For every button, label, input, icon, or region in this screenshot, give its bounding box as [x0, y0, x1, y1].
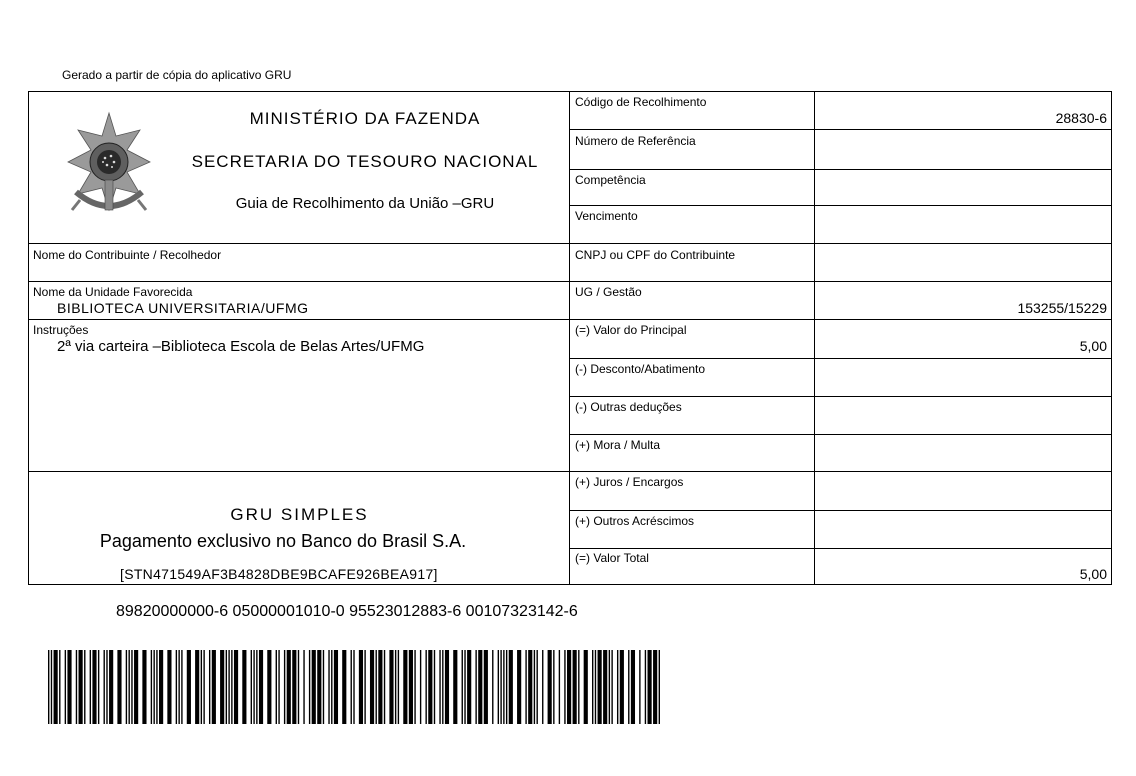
- barcode-bar: [484, 650, 488, 724]
- barcode-bar: [467, 650, 471, 724]
- barcode-bar: [525, 650, 526, 724]
- ug-gestao-value: 153255/15229: [1017, 300, 1107, 316]
- barcode-bar: [517, 650, 521, 724]
- barcode-bar: [631, 650, 635, 724]
- barcode-bar: [67, 650, 71, 724]
- linha-digitavel: 89820000000-6 05000001010-0 95523012883-6 00107323142-6: [116, 603, 578, 620]
- barcode-bar: [109, 650, 113, 724]
- cnpj-cpf-label: CNPJ ou CPF do Contribuinte: [575, 248, 736, 262]
- numero-referencia-label: Número de Referência: [575, 134, 696, 148]
- barcode-bar: [328, 650, 329, 724]
- barcode-bar: [506, 650, 507, 724]
- barcode-bar: [620, 650, 624, 724]
- barcode-bar: [564, 650, 565, 724]
- barcode-bar: [84, 650, 85, 724]
- barcode-bar: [500, 650, 501, 724]
- barcode-bar: [209, 650, 210, 724]
- barcode-bar: [128, 650, 129, 724]
- barcode-bar: [503, 650, 504, 724]
- barcode-bar: [126, 650, 127, 724]
- valor-principal-label: (=) Valor do Principal: [575, 323, 687, 337]
- barcode-bar: [595, 650, 596, 724]
- barcode-bar: [234, 650, 238, 724]
- header-guia: Guia de Recolhimento da União –GRU: [235, 195, 495, 212]
- barcode-bar: [331, 650, 332, 724]
- outros-acrescimos-label: (+) Outros Acréscimos: [575, 514, 695, 528]
- barcode-bar: [76, 650, 77, 724]
- header-ministerio: MINISTÉRIO DA FAZENDA: [249, 109, 481, 128]
- barcode-bar: [231, 650, 232, 724]
- barcode-bar: [334, 650, 338, 724]
- barcode-bar: [403, 650, 407, 724]
- mora-multa-label: (+) Mora / Multa: [575, 438, 661, 452]
- barcode-bar: [92, 650, 96, 724]
- barcode-bar: [242, 650, 246, 724]
- barcode-bar: [259, 650, 263, 724]
- barcode-bar: [284, 650, 285, 724]
- barcode-bar: [464, 650, 465, 724]
- barcode-bar: [287, 650, 291, 724]
- barcode-bar: [178, 650, 179, 724]
- barcode-bar: [370, 650, 374, 724]
- barcode-bar: [342, 650, 346, 724]
- barcode-bar: [389, 650, 393, 724]
- barcode-bar: [573, 650, 577, 724]
- barcode-bar: [212, 650, 216, 724]
- barcode-bar: [176, 650, 177, 724]
- barcode-bar: [442, 650, 443, 724]
- barcode-bar: [453, 650, 457, 724]
- barcode-bar: [378, 650, 382, 724]
- nome-contribuinte-label: Nome do Contribuinte / Recolhedor: [33, 248, 222, 262]
- gru-simples-title: GRU SIMPLES: [230, 505, 369, 524]
- barcode-bar: [312, 650, 316, 724]
- barcode-bar: [98, 650, 99, 724]
- barcode-bar: [195, 650, 199, 724]
- barcode-bar: [201, 650, 202, 724]
- barcode-bar: [659, 650, 660, 724]
- barcode-bar: [142, 650, 146, 724]
- barcode-bar: [364, 650, 365, 724]
- barcode-bar: [553, 650, 554, 724]
- unidade-favorecida-value: BIBLIOTECA UNIVERSITARIA/UFMG: [57, 300, 309, 316]
- barcode-bar: [395, 650, 396, 724]
- barcode-bar: [156, 650, 157, 724]
- barcode-bar: [251, 650, 252, 724]
- brazil-coat-of-arms-icon: [58, 110, 160, 220]
- barcode-bar: [409, 650, 413, 724]
- barcode-bar: [559, 650, 560, 724]
- barcode-bar: [309, 650, 310, 724]
- barcode-bar: [603, 650, 607, 724]
- barcode-bar: [54, 650, 58, 724]
- ug-gestao-label: UG / Gestão: [575, 285, 642, 299]
- barcode-bar: [256, 650, 257, 724]
- valor-total-label: (=) Valor Total: [575, 551, 649, 565]
- barcode-bar: [376, 650, 377, 724]
- barcode-bar: [153, 650, 154, 724]
- barcode-bar: [542, 650, 543, 724]
- barcode-bar: [611, 650, 612, 724]
- barcode-bar: [628, 650, 629, 724]
- outras-deducoes-label: (-) Outras deduções: [575, 400, 682, 414]
- barcode-bar: [167, 650, 171, 724]
- barcode-bar: [131, 650, 132, 724]
- instrucoes-value: 2ª via carteira –Biblioteca Escola de Belas Artes/UFMG: [57, 338, 425, 355]
- barcode-bar: [384, 650, 385, 724]
- barcode-bar: [498, 650, 499, 724]
- barcode-bar: [276, 650, 277, 724]
- barcode-bar: [253, 650, 254, 724]
- barcode-bar: [534, 650, 535, 724]
- barcode-bar: [90, 650, 91, 724]
- valor-principal-value: 5,00: [1079, 338, 1107, 354]
- barcode-bar: [548, 650, 552, 724]
- barcode-bar: [203, 650, 204, 724]
- competencia-label: Competência: [575, 173, 646, 187]
- desconto-label: (-) Desconto/Abatimento: [575, 362, 706, 376]
- barcode-bar: [51, 650, 52, 724]
- barcode-bar: [187, 650, 191, 724]
- barcode-bar: [59, 650, 60, 724]
- barcode-bar: [359, 650, 363, 724]
- header-secretaria: SECRETARIA DO TESOURO NACIONAL: [191, 152, 539, 171]
- barcode-bar: [420, 650, 421, 724]
- barcode-bar: [584, 650, 588, 724]
- barcode-bar: [104, 650, 105, 724]
- barcode-bar: [292, 650, 296, 724]
- barcode-bar: [598, 650, 602, 724]
- barcode-bar: [323, 650, 324, 724]
- barcode-bar: [278, 650, 279, 724]
- document-hash: [STN471549AF3B4828DBE9BCAFE926BEA917]: [120, 566, 438, 582]
- barcode-bar: [592, 650, 593, 724]
- barcode-bar: [609, 650, 610, 724]
- barcode-bar: [428, 650, 432, 724]
- generated-note: Gerado a partir de cópia do aplicativo GRU: [62, 68, 292, 82]
- barcode-bar: [267, 650, 271, 724]
- barcode-icon: [48, 650, 660, 724]
- barcode-bar: [578, 650, 579, 724]
- barcode-bar: [317, 650, 321, 724]
- barcode-bar: [398, 650, 399, 724]
- barcode-bar: [181, 650, 182, 724]
- barcode-bar: [303, 650, 304, 724]
- barcode-bar: [528, 650, 532, 724]
- barcode-bar: [65, 650, 66, 724]
- barcode-bar: [434, 650, 435, 724]
- barcode-bar: [351, 650, 352, 724]
- barcode-bar: [151, 650, 152, 724]
- barcode-bar: [478, 650, 482, 724]
- instrucoes-label: Instruções: [33, 323, 89, 337]
- barcode-bar: [475, 650, 476, 724]
- barcode-bar: [462, 650, 463, 724]
- barcode-bar: [617, 650, 618, 724]
- barcode-bar: [298, 650, 299, 724]
- barcode-bar: [228, 650, 229, 724]
- vencimento-label: Vencimento: [575, 209, 638, 223]
- barcode-bar: [425, 650, 426, 724]
- barcode-bar: [445, 650, 449, 724]
- juros-encargos-label: (+) Juros / Encargos: [575, 475, 684, 489]
- barcode-bar: [439, 650, 440, 724]
- barcode-bar: [509, 650, 513, 724]
- barcode-bar: [639, 650, 640, 724]
- barcode-bar: [567, 650, 571, 724]
- valor-total-value: 5,00: [1079, 566, 1107, 582]
- barcode-bar: [48, 650, 49, 724]
- unidade-favorecida-label: Nome da Unidade Favorecida: [33, 285, 193, 299]
- barcode-bar: [648, 650, 652, 724]
- barcode-bar: [536, 650, 537, 724]
- codigo-recolhimento-label: Código de Recolhimento: [575, 95, 707, 109]
- barcode-bar: [106, 650, 107, 724]
- barcode-bar: [79, 650, 83, 724]
- barcode-bar: [653, 650, 657, 724]
- barcode-bar: [414, 650, 415, 724]
- barcode-bar: [645, 650, 646, 724]
- codigo-recolhimento-value: 28830-6: [1055, 110, 1107, 126]
- pagamento-banco-brasil: Pagamento exclusivo no Banco do Brasil S.A.: [99, 531, 467, 551]
- barcode-bar: [117, 650, 121, 724]
- barcode-bar: [159, 650, 163, 724]
- barcode-bar: [226, 650, 227, 724]
- barcode-bar: [492, 650, 493, 724]
- barcode-bar: [220, 650, 224, 724]
- barcode-bar: [134, 650, 138, 724]
- barcode-bar: [353, 650, 354, 724]
